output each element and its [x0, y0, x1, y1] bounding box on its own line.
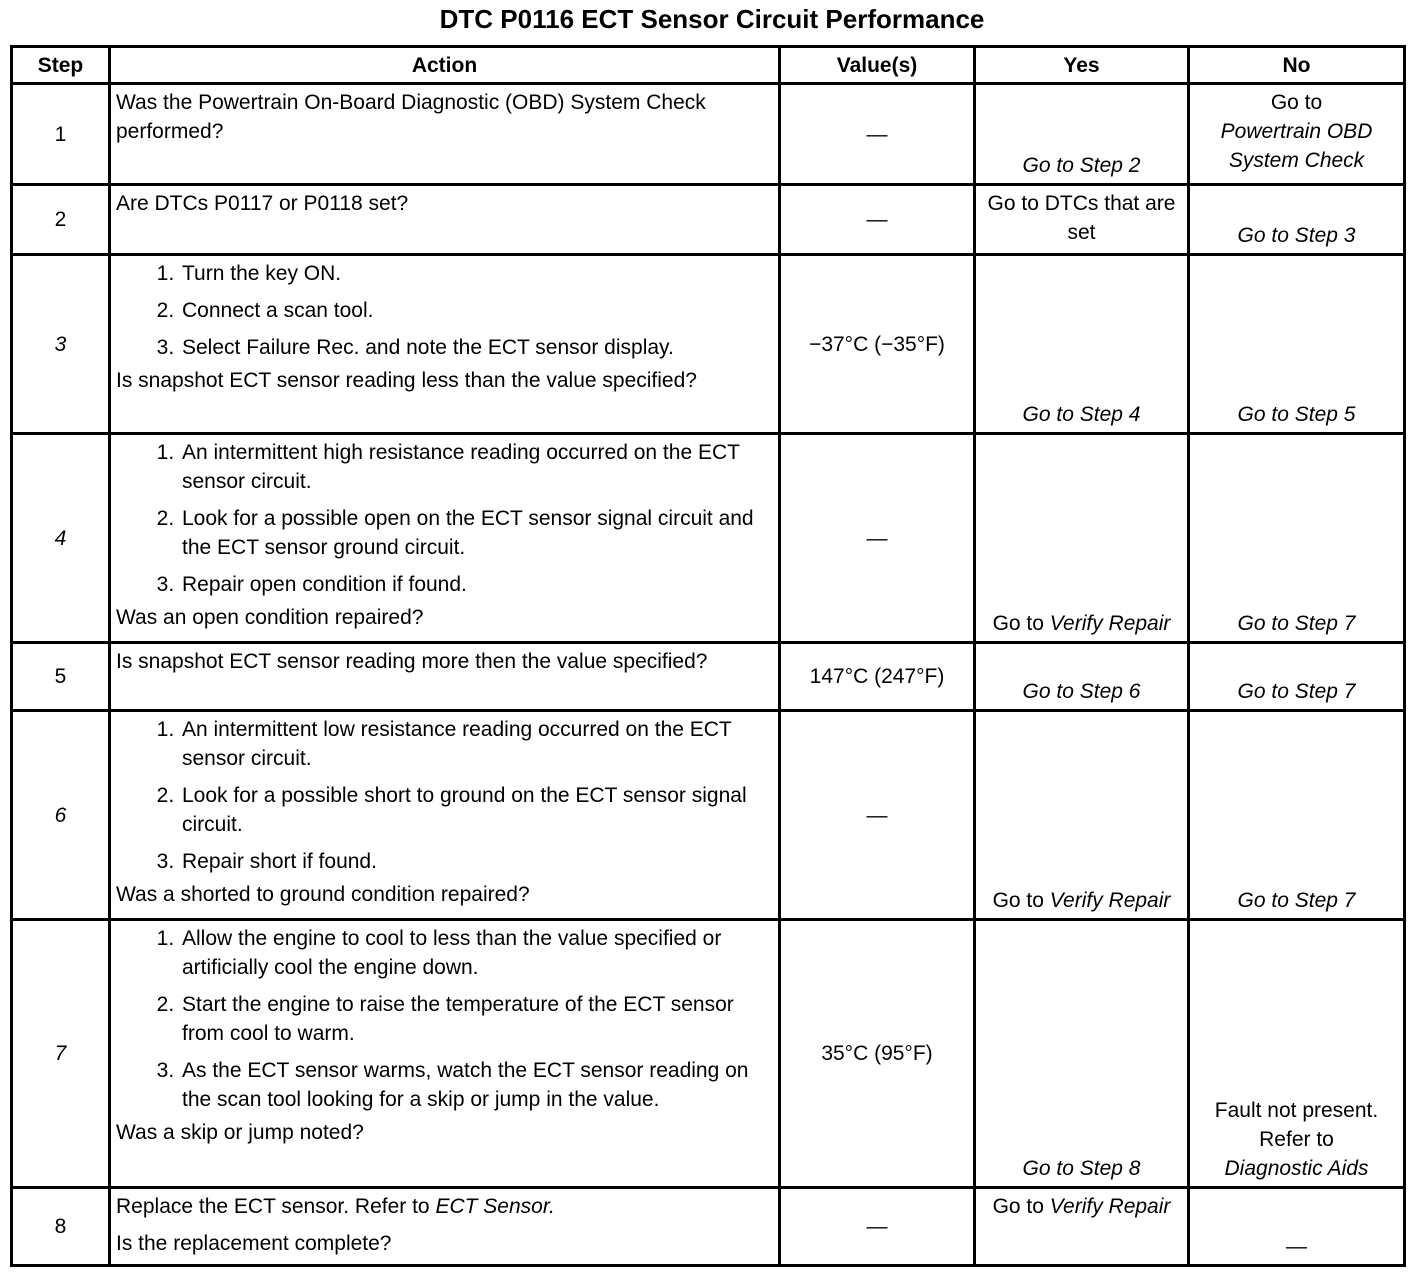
yes-link-text: Verify Repair [1049, 1195, 1171, 1218]
yes-cell: Go to Step 4 [975, 255, 1189, 434]
action-question: Was a shorted to ground condition repaired? [116, 883, 530, 906]
action-steps [116, 924, 773, 1114]
action-cell [110, 711, 780, 920]
table-row [12, 1188, 1405, 1266]
no-link-text: Powertrain OBD System Check [1220, 120, 1373, 172]
page-title: DTC P0116 ECT Sensor Circuit Performance [439, 4, 985, 34]
action-step-item: 2. Look for a possible short to ground on the ECT sensor signal circuit. [180, 781, 773, 839]
value-cell: 147°C (247°F) [780, 643, 975, 711]
table-row [12, 434, 1405, 643]
yes-cell [975, 1188, 1189, 1266]
yes-link-text: Verify Repair [1049, 889, 1171, 912]
no-prefix: Fault not present. Refer to [1214, 1099, 1379, 1151]
value-cell: — [780, 711, 975, 920]
value-cell: — [780, 1188, 975, 1266]
table-header-row [12, 47, 1405, 84]
step-number: 5 [12, 643, 110, 711]
yes-prefix: Go to [992, 612, 1044, 635]
action-cell [110, 185, 780, 255]
step-number: 1 [12, 84, 110, 185]
no-cell [1189, 84, 1405, 185]
action-cell [110, 1188, 780, 1266]
table-row [12, 185, 1405, 255]
table-row [12, 255, 1405, 434]
action-step-item: 1. An intermittent high resistance reading occurred on the ECT sensor circuit. [180, 438, 773, 496]
no-cell [1189, 920, 1405, 1188]
yes-cell: Go to Step 2 [975, 84, 1189, 185]
column-header-values: Value(s) [780, 47, 975, 84]
action-reference: ECT Sensor. [435, 1195, 555, 1218]
action-question: Was an open condition repaired? [116, 606, 424, 629]
yes-cell [975, 711, 1189, 920]
step-number: 3 [12, 255, 110, 434]
action-question: Is snapshot ECT sensor reading less than the value specified? [116, 369, 697, 392]
no-cell: Go to Step 7 [1189, 643, 1405, 711]
action-step-item: 3. As the ECT sensor warms, watch the ECT sensor reading on the scan tool looking for a skip or jump in the value. [180, 1056, 773, 1114]
value-cell: — [780, 185, 975, 255]
value-cell: — [780, 84, 975, 185]
no-link-text: Diagnostic Aids [1224, 1157, 1369, 1180]
action-question: Is snapshot ECT sensor reading more then the value specified? [116, 650, 708, 673]
action-step-item: 1. An intermittent low resistance reading occurred on the ECT sensor circuit. [180, 715, 773, 773]
action-cell [110, 643, 780, 711]
step-number: 7 [12, 920, 110, 1188]
action-step-item: 2. Start the engine to raise the temperature of the ECT sensor from cool to warm. [180, 990, 773, 1048]
value-cell: — [780, 434, 975, 643]
yes-cell: Go to Step 6 [975, 643, 1189, 711]
table-row [12, 711, 1405, 920]
action-step-item: 3. Repair short if found. [180, 847, 773, 876]
action-cell [110, 84, 780, 185]
yes-cell [975, 434, 1189, 643]
yes-link-text: Verify Repair [1049, 612, 1171, 635]
no-cell: Go to Step 7 [1189, 434, 1405, 643]
no-cell: Go to Step 3 [1189, 185, 1405, 255]
step-number: 8 [12, 1188, 110, 1266]
action-step-item: 2. Connect a scan tool. [180, 296, 773, 325]
table-row [12, 643, 1405, 711]
column-header-action: Action [110, 47, 780, 84]
column-header-no: No [1189, 47, 1405, 84]
no-cell: Go to Step 5 [1189, 255, 1405, 434]
no-cell: — [1189, 1188, 1405, 1266]
action-question: Are DTCs P0117 or P0118 set? [116, 192, 409, 215]
action-prefix: Replace the ECT sensor. Refer to [116, 1195, 430, 1218]
table-row [12, 84, 1405, 185]
action-cell [110, 255, 780, 434]
step-number: 4 [12, 434, 110, 643]
action-cell [110, 920, 780, 1188]
yes-prefix: Go to [992, 889, 1044, 912]
action-step-item: 2. Look for a possible open on the ECT sensor signal circuit and the ECT sensor ground circuit. [180, 504, 773, 562]
action-question: Was the Powertrain On-Board Diagnostic (OBD) System Check performed? [116, 91, 706, 143]
action-steps [116, 259, 773, 362]
no-prefix: Go to [1270, 91, 1323, 114]
action-steps [116, 715, 773, 876]
column-header-step: Step [12, 47, 110, 84]
no-cell: Go to Step 7 [1189, 711, 1405, 920]
yes-prefix: Go to [992, 1195, 1044, 1218]
action-step-item: 3. Select Failure Rec. and note the ECT sensor display. [180, 333, 773, 362]
step-number: 6 [12, 711, 110, 920]
diagnostic-table [10, 45, 1406, 1267]
value-cell: 35°C (95°F) [780, 920, 975, 1188]
step-number: 2 [12, 185, 110, 255]
action-cell [110, 434, 780, 643]
action-step-item: 1. Allow the engine to cool to less than the value specified or artificially cool the engine down. [180, 924, 773, 982]
yes-cell: Go to Step 8 [975, 920, 1189, 1188]
value-cell: −37°C (−35°F) [780, 255, 975, 434]
column-header-yes: Yes [975, 47, 1189, 84]
yes-cell: Go to DTCs that are set [975, 185, 1189, 255]
action-text [116, 1192, 773, 1221]
action-question: Is the replacement complete? [116, 1232, 392, 1255]
action-steps [116, 438, 773, 599]
table-row [12, 920, 1405, 1188]
action-question: Was a skip or jump noted? [116, 1121, 364, 1144]
action-step-item: 3. Repair open condition if found. [180, 570, 773, 599]
action-step-item: 1. Turn the key ON. [180, 259, 773, 288]
